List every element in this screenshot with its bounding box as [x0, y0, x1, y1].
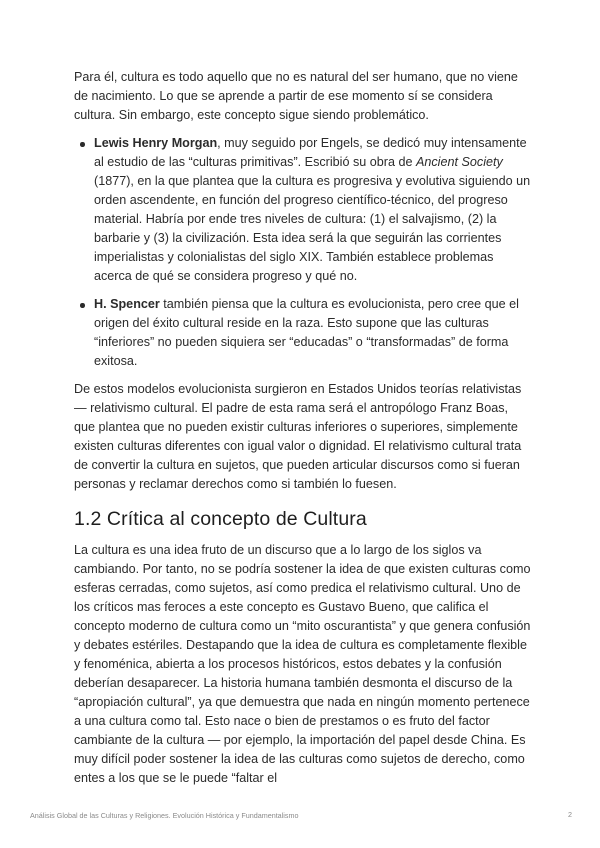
theorists-list: [74, 134, 532, 371]
section-heading: 1.2 Crítica al concepto de Cultura: [74, 508, 367, 530]
morgan-work-title: Ancient Society: [415, 155, 503, 169]
morgan-name: Lewis Henry Morgan: [94, 136, 218, 150]
morgan-text-a: , muy seguido por Engels, se dedicó muy intensamente al estudio de las “culturas primitivas”. Escribió su obra de: [94, 136, 527, 169]
spencer-name: H. Spencer: [94, 297, 160, 311]
bullet-icon: [80, 142, 85, 147]
list-item-spencer: [94, 295, 532, 371]
intro-paragraph: Para él, cultura es todo aquello que no es natural del ser humano, que no viene de nacimiento. Lo que se aprende a partir de ese momento sí se considera cultura. Sin embargo, este concepto sigue siendo problemático.: [74, 70, 518, 122]
relativism-paragraph: De estos modelos evolucionista surgieron en Estados Unidos teorías relativistas — relativismo cultural. El padre de esta rama será el antropólogo Franz Boas, que plantea que no pueden existir culturas inferiores o superiores, simplemente existen culturas diferentes con igual valor o dignidad. El relativismo cultural trata de convertir la cultura en sujetos, que pueden articular discursos como si fueran personas y reclamar derechos como si también lo fuesen.: [74, 382, 522, 491]
bullet-icon: [80, 303, 85, 308]
morgan-text-b: (1877), en la que plantea que la cultura es progresiva y evolutiva siguiendo un orden ascendente, en función del progreso científico-técnico, del progreso material. Habría por ende tres niveles de cultura: (1) el salvajismo, (2) la barbarie y (3) la civilización. Esta idea será la que seguirán las corrientes imperialistas y colonialistas del siglo XIX. También establece problemas acerca de qué se considera progreso y qué no.: [94, 174, 531, 283]
critique-paragraph: La cultura es una idea fruto de un discurso que a lo largo de los siglos va cambiando. Por tanto, no se podría sostener la idea de que existen culturas como esferas cerradas, como sujetos, así como predica el relativismo cultural. Uno de los críticos mas feroces a este concepto es Gustavo Bueno, que califica el concepto moderno de cultura como un “mito oscurantista” y que genera confusión y debates estériles. Destapando que la idea de cultura es completamente flexible y fenoménica, abierta a los procesos históricos, estos debates y la confusión deberían desaparecer. La historia humana también desmonta el discurso de la “apropiación cultural”, ya que demuestra que nada en ningún momento pertenece a una cultura como tal. Esto nace o bien de prestamos o es fruto del factor cambiante de la cultura — por ejemplo, la importación del papel desde China. Es muy difícil poder sostener la idea de las culturas como sujetos de derecho, como entes a los que se le puede “faltar el: [74, 543, 531, 785]
footer-document-title: Análisis Global de las Culturas y Religiones. Evolución Histórica y Fundamentalismo: [30, 811, 299, 820]
spencer-text: también piensa que la cultura es evolucionista, pero cree que el origen del éxito cultural reside en la raza. Esto supone que las culturas “inferiores” no pueden siquiera ser “educadas” o “transformadas” de forma exitosa.: [94, 297, 519, 368]
page-number: 2: [568, 810, 572, 819]
list-item-morgan: [94, 134, 532, 286]
document-body: [74, 68, 532, 788]
